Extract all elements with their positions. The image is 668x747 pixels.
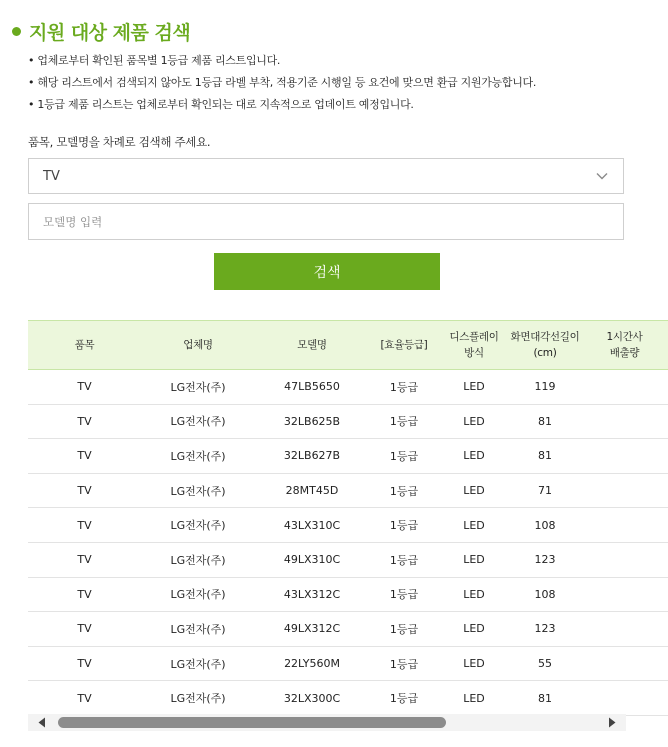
table-row — [28, 473, 668, 508]
notice-item: • 해당 리스트에서 검색되지 않아도 1등급 라벨 부착, 적용기준 시행일 등 요건에 맞으면 환급 지원가능합니다. — [28, 72, 536, 94]
table-cell: 81 — [509, 439, 581, 474]
column-header-label: 화면대각선길이 — [510, 331, 580, 343]
column-header-label: 디스플레이 — [449, 331, 499, 343]
column-header — [255, 321, 369, 370]
column-header — [141, 321, 255, 370]
table-cell — [581, 612, 668, 647]
table-cell: LED — [439, 508, 509, 543]
table-cell: 49LX312C — [255, 612, 369, 647]
product-table — [28, 320, 668, 716]
column-header-label: 1시간사 — [606, 331, 643, 343]
page-title-text: 지원 대상 제품 검색 — [29, 22, 191, 44]
column-header-label: (cm) — [533, 347, 557, 359]
table-cell: TV — [28, 370, 141, 405]
table-cell: 1등급 — [369, 577, 439, 612]
scrollbar-thumb[interactable] — [58, 717, 446, 728]
column-header-label: 모델명 — [297, 339, 327, 351]
table-cell: LG전자(주) — [141, 577, 255, 612]
table-cell: 1등급 — [369, 646, 439, 681]
table-cell: LED — [439, 404, 509, 439]
table-cell: TV — [28, 473, 141, 508]
table-cell: LED — [439, 370, 509, 405]
table-cell: LED — [439, 646, 509, 681]
table-cell — [581, 370, 668, 405]
column-header — [509, 321, 581, 370]
table-row — [28, 681, 668, 716]
table-cell: LED — [439, 473, 509, 508]
product-table-container — [28, 320, 643, 714]
notice-list — [28, 50, 536, 116]
table-cell: TV — [28, 542, 141, 577]
column-header-label: [효율등급] — [380, 339, 428, 351]
table-cell: 1등급 — [369, 542, 439, 577]
table-cell: LED — [439, 439, 509, 474]
table-row — [28, 439, 668, 474]
column-header-label: 업체명 — [183, 339, 213, 351]
table-cell: 22LY560M — [255, 646, 369, 681]
model-name-input[interactable] — [28, 203, 624, 240]
table-row — [28, 404, 668, 439]
column-header — [28, 321, 141, 370]
table-cell — [581, 508, 668, 543]
horizontal-scrollbar[interactable] — [28, 714, 626, 731]
column-header — [439, 321, 509, 370]
table-cell: 1등급 — [369, 473, 439, 508]
table-cell: 1등급 — [369, 508, 439, 543]
table-cell — [581, 542, 668, 577]
table-cell: 123 — [509, 612, 581, 647]
table-cell: 47LB5650 — [255, 370, 369, 405]
category-select[interactable] — [28, 158, 624, 194]
table-cell: 49LX310C — [255, 542, 369, 577]
table-row — [28, 508, 668, 543]
table-row — [28, 577, 668, 612]
table-row — [28, 612, 668, 647]
table-cell: TV — [28, 646, 141, 681]
title-bullet-icon — [12, 27, 21, 36]
table-cell: TV — [28, 681, 141, 716]
table-cell: LED — [439, 612, 509, 647]
search-instruction: 품목, 모델명을 차례로 검색해 주세요. — [28, 135, 211, 149]
table-cell: 1등급 — [369, 370, 439, 405]
table-cell: 32LB625B — [255, 404, 369, 439]
table-row — [28, 542, 668, 577]
table-cell: 123 — [509, 542, 581, 577]
scroll-right-arrow-icon[interactable] — [607, 717, 617, 728]
table-cell: LG전자(주) — [141, 439, 255, 474]
table-cell: LED — [439, 681, 509, 716]
table-cell: TV — [28, 508, 141, 543]
table-cell — [581, 681, 668, 716]
table-cell: 1등급 — [369, 439, 439, 474]
table-cell: TV — [28, 404, 141, 439]
table-cell: LED — [439, 577, 509, 612]
page-title — [12, 18, 190, 45]
table-cell: 32LB627B — [255, 439, 369, 474]
chevron-down-icon — [595, 169, 609, 183]
table-cell: 108 — [509, 577, 581, 612]
table-cell — [581, 404, 668, 439]
table-body — [28, 370, 668, 716]
category-select-value: TV — [43, 168, 60, 184]
column-header-label: 품목 — [74, 339, 95, 351]
table-cell — [581, 646, 668, 681]
table-cell: TV — [28, 439, 141, 474]
table-cell: 81 — [509, 404, 581, 439]
search-button[interactable]: 검색 — [214, 253, 440, 290]
column-header-label: 배출량 — [609, 347, 640, 359]
table-cell: LG전자(주) — [141, 404, 255, 439]
scroll-left-arrow-icon[interactable] — [37, 717, 47, 728]
table-row — [28, 370, 668, 405]
table-cell: 71 — [509, 473, 581, 508]
table-cell: LG전자(주) — [141, 473, 255, 508]
table-cell: 81 — [509, 681, 581, 716]
table-cell: LG전자(주) — [141, 646, 255, 681]
table-header-row — [28, 321, 668, 370]
notice-item: • 업체로부터 확인된 품목별 1등급 제품 리스트입니다. — [28, 50, 536, 72]
table-cell: LG전자(주) — [141, 542, 255, 577]
table-row — [28, 646, 668, 681]
table-cell: 28MT45D — [255, 473, 369, 508]
table-cell: 1등급 — [369, 404, 439, 439]
table-cell: LG전자(주) — [141, 508, 255, 543]
column-header — [581, 321, 668, 370]
table-cell: LED — [439, 542, 509, 577]
table-cell — [581, 577, 668, 612]
table-cell: 108 — [509, 508, 581, 543]
table-cell: TV — [28, 612, 141, 647]
table-cell: LG전자(주) — [141, 370, 255, 405]
table-cell — [581, 439, 668, 474]
table-cell: 1등급 — [369, 681, 439, 716]
table-cell: 1등급 — [369, 612, 439, 647]
table-cell — [581, 473, 668, 508]
table-cell: LG전자(주) — [141, 612, 255, 647]
table-cell: 43LX312C — [255, 577, 369, 612]
column-header-label: 방식 — [464, 347, 484, 359]
table-cell: 55 — [509, 646, 581, 681]
table-cell: 119 — [509, 370, 581, 405]
table-cell: TV — [28, 577, 141, 612]
table-cell: 43LX310C — [255, 508, 369, 543]
notice-item: • 1등급 제품 리스트는 업체로부터 확인되는 대로 지속적으로 업데이트 예정입니다. — [28, 94, 536, 116]
table-cell: 32LX300C — [255, 681, 369, 716]
table-cell: LG전자(주) — [141, 681, 255, 716]
column-header — [369, 321, 439, 370]
